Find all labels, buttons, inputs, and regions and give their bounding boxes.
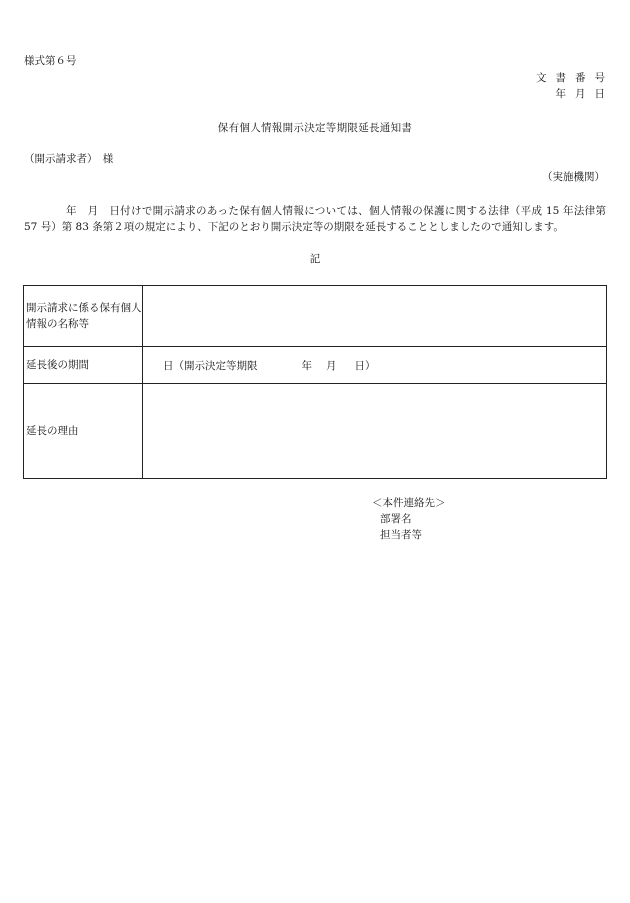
document-title: 保有個人情報開示決定等期限延長通知書 xyxy=(217,122,413,134)
extension-details-table xyxy=(23,285,607,479)
extension-reason-value xyxy=(143,384,607,479)
contact-block xyxy=(372,495,446,543)
implementing-agency: （実施機関） xyxy=(542,171,605,183)
extended-period-value xyxy=(143,347,607,384)
issue-date-label: 年月日 xyxy=(555,88,614,100)
notice-body-text: 年 月 日付けで開示請求のあった保有個人情報については、個人情報の保護に関する法律（平成 15 年法律第 57 号）第 83 条第２項の規定により、下記のとおり開示決定等の期限を延長することとしましたので通知します。 xyxy=(24,205,606,233)
contact-person: 担当者等 xyxy=(380,529,422,541)
table-row xyxy=(24,347,607,384)
period-day-close: 日） xyxy=(354,359,376,372)
table-row xyxy=(24,384,607,479)
requester-addressee: （開示請求者） 様 xyxy=(24,153,114,165)
period-day-text: 日（開示決定等期限 xyxy=(163,359,258,372)
contact-heading: ＜本件連絡先＞ xyxy=(372,497,446,509)
information-name-label: 開示請求に係る保有個人情報の名称等 xyxy=(24,286,143,347)
ki-marker: 記 xyxy=(309,253,321,265)
contact-department: 部署名 xyxy=(380,513,412,525)
extended-period-label: 延長後の期間 xyxy=(24,347,143,384)
form-number: 様式第６号 xyxy=(24,55,77,67)
information-name-value xyxy=(143,286,607,347)
document-number-label: 文書番号 xyxy=(536,72,614,84)
table-row xyxy=(24,286,607,347)
extension-reason-label: 延長の理由 xyxy=(24,384,143,479)
period-year: 年 xyxy=(301,359,312,372)
period-month: 月 xyxy=(326,359,337,372)
